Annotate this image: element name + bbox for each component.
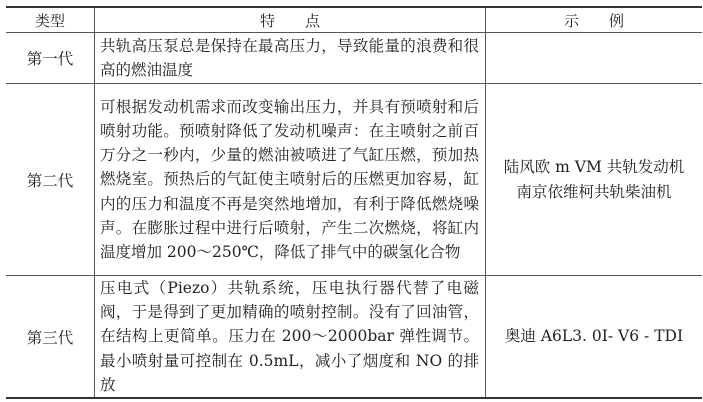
generation-cell: 第三代 (6, 276, 95, 399)
features-cell (95, 84, 486, 276)
features-cell (95, 276, 486, 399)
features-text: 压电式（Piezo）共轨系统，压电执行器代替了电磁阀，于是得到了更加精确的喷射控制。没有了回油管，在结构上更简单。压力在 200～2000bar 弹性调节。最小喷射量可控制在 0.5mL，减小了烟度和 NO 的排放 (100, 279, 479, 394)
features-cell (95, 33, 486, 84)
example-text: 陆风欧 m VM 共轨发动机 (503, 157, 685, 176)
example-text: 南京依维柯共轨柴油机 (516, 182, 672, 201)
features-text: 共轨高压泵总是保持在最高压力，导致能量的浪费和很高的燃油温度 (100, 36, 479, 79)
example-cell (486, 276, 703, 399)
table-row (6, 84, 702, 276)
example-cell (486, 84, 703, 276)
generations-table (6, 6, 702, 399)
table-row (6, 276, 702, 399)
generation-cell: 第一代 (6, 33, 95, 84)
header-type: 类型 (6, 7, 95, 33)
example-text: 奥迪 A6L3. 0I- V6 - TDI (504, 327, 684, 345)
example-cell (486, 33, 703, 84)
header-row (6, 7, 702, 33)
generation-cell: 第二代 (6, 84, 95, 276)
features-text: 可根据发动机需求而改变输出压力，并具有预喷射和后喷射功能。预喷射降低了发动机噪声：在主喷射之前百万分之一秒内，少量的燃油被喷进了气缸压燃，预加热燃烧室。预热后的气缸使主喷射后的压燃更加容易，缸内的压力和温度不再是突然地增加，有利于降低燃烧噪声。在膨胀过程中进行后喷射，产生二次燃烧，将缸内温度增加 200～250℃，降低了排气中的碳氢化合物 (100, 97, 479, 261)
table-row (6, 33, 702, 84)
header-features: 特 点 (95, 7, 486, 33)
header-example: 示 例 (486, 7, 703, 33)
